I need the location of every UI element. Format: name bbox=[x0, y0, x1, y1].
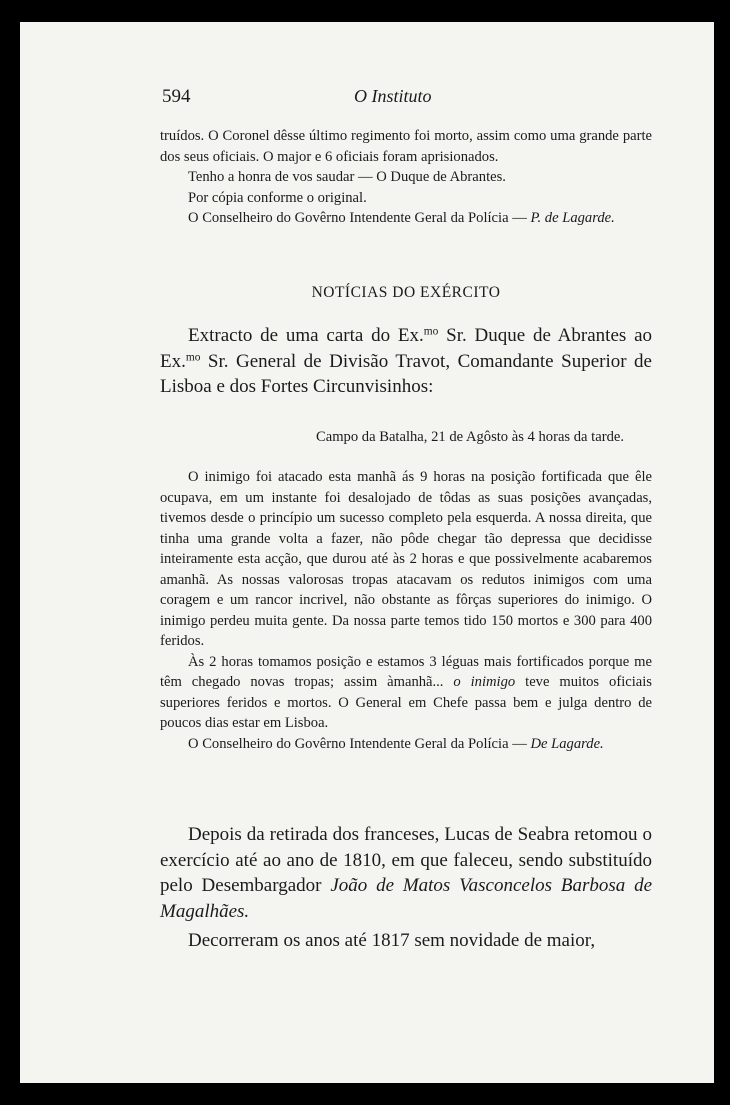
superscript: mo bbox=[423, 325, 439, 338]
signature-line bbox=[160, 208, 652, 229]
italic-span: o inimigo bbox=[453, 674, 516, 690]
page-number: 594 bbox=[162, 86, 191, 107]
paragraph bbox=[160, 822, 652, 924]
text-span: teve muitos oficiais superiores feridos e mortos. O General em Chefe passa bem e julga dentro de poucos dias estar em Lisboa. bbox=[160, 674, 652, 731]
running-title: O Instituto bbox=[354, 86, 432, 106]
extract-text: Sr. General de Divisão Travot, Comandante Superior de Lisboa e dos Fortes Circunvisinhos: bbox=[160, 350, 652, 397]
paragraph: truídos. O Coronel dêsse último regimento foi morto, assim como uma grande parte dos seus oficiais. O major e 6 oficiais foram aprisionados. bbox=[160, 128, 652, 165]
text-span: Às 2 horas tomamos posição e estamos 3 léguas mais fortificados porque me têm chegado novas tropas; assim àmanhã... bbox=[160, 653, 652, 690]
paragraph: O inimigo foi atacado esta manhã ás 9 horas na posição fortificada que êle ocupava, em um instante foi desalojado de tôdas as suas posições avançadas, tivemos desde o princípio um sucesso completo pela esquerda. A nossa direita, que tinha uma grande volta a fazer, não pôde chegar tão depressa que decidisse inteiramente esta acção, que durou até às 2 horas e que possivelmente acabaremos amanhã. As nossas valorosas tropas atacavam os redutos inimigos com uma coragem e um rancor incrivel, não obstante as fôrças superiores do inimigo. O inimigo perdeu muita gente. Da nossa parte temos tido 150 mortos e 300 para 400 feridos. bbox=[160, 469, 652, 649]
signature-name: De Lagarde. bbox=[530, 735, 604, 752]
letter-body bbox=[160, 467, 652, 754]
paragraph bbox=[160, 652, 652, 734]
letter-ending bbox=[160, 126, 652, 229]
italic-span: João de Matos Vasconcelos Barbosa de Magalhães. bbox=[160, 875, 653, 922]
paragraph: Decorreram os anos até 1817 sem novidade de maior, bbox=[188, 930, 596, 951]
signature-prefix: O Conselheiro do Govêrno Intendente Geral da Polícia — bbox=[188, 210, 531, 226]
signature-prefix: O Conselheiro do Govêrno Intendente Geral da Polícia — bbox=[188, 735, 531, 752]
section-title: NOTÍCIAS DO EXÉRCITO bbox=[311, 284, 501, 301]
paragraph: Tenho a honra de vos saudar — O Duque de Abrantes. bbox=[188, 169, 506, 185]
extract-text: Extracto de uma carta do Ex. bbox=[188, 325, 424, 346]
superscript: mo bbox=[185, 351, 201, 364]
paragraph: Por cópia conforme o original. bbox=[188, 189, 367, 206]
extract-heading bbox=[160, 323, 652, 400]
closing-text bbox=[160, 822, 652, 954]
dateline: Campo da Batalha, 21 de Agôsto às 4 horas da tarde. bbox=[315, 429, 624, 445]
book-page bbox=[20, 22, 714, 1083]
text-span: Depois da retirada dos franceses, Lucas de Seabra retomou o exercício até ao ano de 1810, em que faleceu, sendo substituído pelo Desembargador bbox=[160, 824, 652, 896]
extract-text: Sr. Duque de Abrantes ao Ex. bbox=[160, 325, 653, 372]
signature-line bbox=[160, 734, 652, 755]
paragraph bbox=[160, 323, 652, 400]
signature-name: P. de Lagarde. bbox=[530, 210, 615, 226]
